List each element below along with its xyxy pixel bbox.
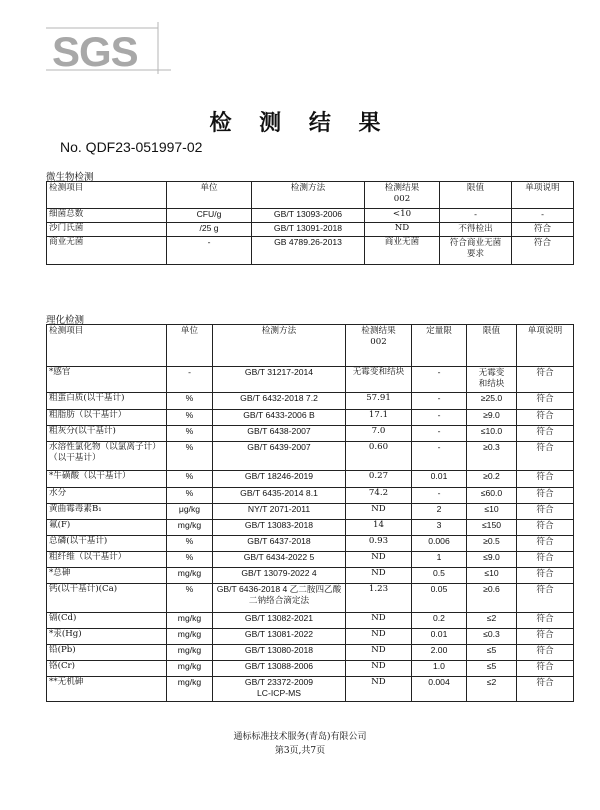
phys-cell: ≤2: [467, 613, 517, 629]
phys-cell: *总砷: [47, 568, 167, 584]
micro-cell: ND: [365, 223, 440, 237]
phys-cell: GB/T 13080-2018: [213, 645, 346, 661]
phys-cell: ND: [346, 661, 412, 677]
table-row: [47, 471, 574, 488]
table-row: [47, 393, 574, 410]
table-row: [47, 426, 574, 442]
phys-header-cell: 检测结果 002: [346, 325, 412, 367]
phys-cell: ≤5: [467, 645, 517, 661]
phys-cell: ND: [346, 645, 412, 661]
micro-cell: -: [512, 209, 574, 223]
phys-cell: GB/T 6432-2018 7.2: [213, 393, 346, 410]
table-row: [47, 629, 574, 645]
phys-cell: GB/T 6437-2018: [213, 536, 346, 552]
table-row: [47, 645, 574, 661]
micro-cell: -: [167, 237, 252, 265]
phys-cell: GB/T 6438-2007: [213, 426, 346, 442]
phys-cell: ≤2: [467, 677, 517, 702]
phys-cell: ≤150: [467, 520, 517, 536]
micro-cell: 沙门氏菌: [47, 223, 167, 237]
table-row: [47, 520, 574, 536]
table-row: [47, 209, 574, 223]
phys-table: [46, 324, 574, 702]
table-row: [47, 442, 574, 471]
phys-cell: GB/T 6435-2014 8.1: [213, 488, 346, 504]
phys-cell: -: [412, 367, 467, 393]
micro-cell: CFU/g: [167, 209, 252, 223]
phys-cell: mg/kg: [167, 645, 213, 661]
phys-cell: 符合: [517, 504, 574, 520]
phys-cell: ND: [346, 629, 412, 645]
phys-cell: GB/T 6439-2007: [213, 442, 346, 471]
phys-cell: mg/kg: [167, 568, 213, 584]
report-number: No. QDF23-051997-02: [60, 139, 203, 155]
phys-cell: 0.93: [346, 536, 412, 552]
phys-cell: GB/T 18246-2019: [213, 471, 346, 488]
phys-cell: 水溶性氯化物（以氯离子计）（以干基计）: [47, 442, 167, 471]
phys-cell: 1.23: [346, 584, 412, 613]
phys-cell: %: [167, 584, 213, 613]
phys-cell: 水分: [47, 488, 167, 504]
phys-header-row: [47, 325, 574, 367]
phys-cell: 17.1: [346, 410, 412, 426]
page-title: 检 测 结 果: [209, 110, 391, 136]
phys-cell: ≥0.5: [467, 536, 517, 552]
micro-cell: GB/T 13091-2018: [252, 223, 365, 237]
phys-cell: mg/kg: [167, 520, 213, 536]
phys-cell: GB/T 13088-2006: [213, 661, 346, 677]
phys-cell: GB/T 23372-2009 LC-ICP-MS: [213, 677, 346, 702]
phys-cell: ≤0.3: [467, 629, 517, 645]
micro-cell: 符合商业无菌 要求: [440, 237, 512, 265]
micro-header-row: [47, 182, 574, 209]
phys-cell: ≤10: [467, 568, 517, 584]
phys-cell: 符合: [517, 613, 574, 629]
phys-cell: 3: [412, 520, 467, 536]
micro-header-cell: 检测方法: [252, 182, 365, 209]
table-row: [47, 536, 574, 552]
phys-cell: %: [167, 410, 213, 426]
phys-cell: ≥0.3: [467, 442, 517, 471]
phys-cell: 钙(以干基计)(Ca): [47, 584, 167, 613]
phys-cell: 粗蛋白质(以干基计): [47, 393, 167, 410]
phys-cell: 符合: [517, 410, 574, 426]
phys-cell: 粗灰分(以干基计): [47, 426, 167, 442]
phys-header-cell: 检测方法: [213, 325, 346, 367]
phys-cell: GB/T 13079-2022 4: [213, 568, 346, 584]
micro-cell: -: [440, 209, 512, 223]
phys-cell: NY/T 2071-2011: [213, 504, 346, 520]
phys-cell: ND: [346, 677, 412, 702]
micro-cell: 符合: [512, 237, 574, 265]
micro-cell: 商业无菌: [365, 237, 440, 265]
table-row: [47, 584, 574, 613]
micro-cell: GB 4789.26-2013: [252, 237, 365, 265]
phys-cell: ≤5: [467, 661, 517, 677]
micro-cell: 商业无菌: [47, 237, 167, 265]
phys-cell: -: [412, 442, 467, 471]
phys-cell: mg/kg: [167, 613, 213, 629]
phys-cell: 符合: [517, 426, 574, 442]
phys-cell: GB/T 6433-2006 B: [213, 410, 346, 426]
phys-cell: 黄曲霉毒素B₁: [47, 504, 167, 520]
phys-cell: ND: [346, 504, 412, 520]
phys-cell: 0.27: [346, 471, 412, 488]
phys-cell: GB/T 13082-2021: [213, 613, 346, 629]
phys-cell: %: [167, 536, 213, 552]
table-row: [47, 552, 574, 568]
phys-cell: 符合: [517, 568, 574, 584]
phys-cell: 符合: [517, 645, 574, 661]
phys-cell: 符合: [517, 536, 574, 552]
phys-cell: *汞(Hg): [47, 629, 167, 645]
phys-cell: ND: [346, 613, 412, 629]
footer-page-number: 第3页,共7页: [274, 746, 326, 756]
micro-cell: 细菌总数: [47, 209, 167, 223]
micro-table: [46, 181, 574, 265]
table-row: [47, 568, 574, 584]
micro-cell: /25 g: [167, 223, 252, 237]
table-row: [47, 613, 574, 629]
phys-cell: mg/kg: [167, 677, 213, 702]
micro-cell: GB/T 13093-2006: [252, 209, 365, 223]
phys-cell: 57.91: [346, 393, 412, 410]
phys-cell: 符合: [517, 442, 574, 471]
phys-cell: ≥0.2: [467, 471, 517, 488]
phys-cell: 0.004: [412, 677, 467, 702]
phys-cell: *感官: [47, 367, 167, 393]
phys-cell: 符合: [517, 552, 574, 568]
phys-cell: ≥9.0: [467, 410, 517, 426]
phys-cell: ≤60.0: [467, 488, 517, 504]
phys-cell: 符合: [517, 677, 574, 702]
phys-cell: %: [167, 393, 213, 410]
svg-text:SGS: SGS: [52, 28, 138, 74]
phys-cell: 氟(F): [47, 520, 167, 536]
table-row: [47, 237, 574, 265]
table-row: [47, 410, 574, 426]
phys-cell: 铅(Pb): [47, 645, 167, 661]
phys-cell: 0.006: [412, 536, 467, 552]
phys-cell: mg/kg: [167, 629, 213, 645]
table-row: [47, 223, 574, 237]
phys-cell: GB/T 6436-2018 4 乙二胺四乙酸二钠络合滴定法: [213, 584, 346, 613]
phys-cell: 符合: [517, 584, 574, 613]
phys-cell: mg/kg: [167, 661, 213, 677]
phys-cell: GB/T 6434-2022 5: [213, 552, 346, 568]
phys-cell: -: [412, 488, 467, 504]
footer-company: 通标标准技术服务(青岛)有限公司: [233, 732, 367, 742]
phys-cell: 0.5: [412, 568, 467, 584]
phys-cell: 74.2: [346, 488, 412, 504]
micro-cell: 不得检出: [440, 223, 512, 237]
phys-cell: 符合: [517, 367, 574, 393]
table-row: [47, 367, 574, 393]
micro-header-cell: 单项说明: [512, 182, 574, 209]
phys-cell: %: [167, 552, 213, 568]
phys-cell: *牛磺酸（以干基计）: [47, 471, 167, 488]
phys-cell: GB/T 13083-2018: [213, 520, 346, 536]
phys-cell: 铬(Cr): [47, 661, 167, 677]
phys-header-cell: 检测项目: [47, 325, 167, 367]
phys-cell: **无机砷: [47, 677, 167, 702]
phys-cell: 1.0: [412, 661, 467, 677]
phys-cell: 2: [412, 504, 467, 520]
phys-cell: ≥25.0: [467, 393, 517, 410]
phys-cell: 符合: [517, 488, 574, 504]
phys-header-cell: 限值: [467, 325, 517, 367]
phys-cell: 0.01: [412, 629, 467, 645]
table-row: [47, 677, 574, 702]
phys-cell: 镉(Cd): [47, 613, 167, 629]
phys-cell: -: [167, 367, 213, 393]
phys-cell: ≤10.0: [467, 426, 517, 442]
phys-cell: 0.01: [412, 471, 467, 488]
table-row: [47, 661, 574, 677]
micro-cell: 符合: [512, 223, 574, 237]
phys-header-cell: 单项说明: [517, 325, 574, 367]
phys-cell: %: [167, 426, 213, 442]
phys-cell: -: [412, 393, 467, 410]
phys-cell: %: [167, 488, 213, 504]
phys-cell: ≤10: [467, 504, 517, 520]
phys-cell: 符合: [517, 629, 574, 645]
phys-header-cell: 单位: [167, 325, 213, 367]
phys-cell: -: [412, 426, 467, 442]
phys-cell: 粗纤维（以干基计）: [47, 552, 167, 568]
phys-header-cell: 定量限: [412, 325, 467, 367]
phys-cell: μg/kg: [167, 504, 213, 520]
phys-cell: 无霉变 和结块: [467, 367, 517, 393]
phys-cell: 0.60: [346, 442, 412, 471]
phys-cell: 7.0: [346, 426, 412, 442]
phys-cell: -: [412, 410, 467, 426]
phys-cell: ≥0.6: [467, 584, 517, 613]
phys-cell: 总磷(以干基计): [47, 536, 167, 552]
micro-section-title: 微生物检测: [46, 172, 94, 183]
sgs-logo: [46, 22, 176, 74]
phys-cell: ND: [346, 552, 412, 568]
phys-cell: 2.00: [412, 645, 467, 661]
phys-cell: 0.05: [412, 584, 467, 613]
phys-cell: %: [167, 471, 213, 488]
micro-header-cell: 检测项目: [47, 182, 167, 209]
table-row: [47, 488, 574, 504]
phys-cell: 符合: [517, 661, 574, 677]
phys-section-title: 理化检测: [46, 315, 85, 326]
phys-cell: GB/T 31217-2014: [213, 367, 346, 393]
phys-cell: GB/T 13081-2022: [213, 629, 346, 645]
phys-cell: 符合: [517, 520, 574, 536]
phys-cell: 0.2: [412, 613, 467, 629]
table-row: [47, 504, 574, 520]
phys-cell: ND: [346, 568, 412, 584]
micro-cell: <10: [365, 209, 440, 223]
phys-cell: 14: [346, 520, 412, 536]
micro-header-cell: 检测结果 002: [365, 182, 440, 209]
micro-header-cell: 限值: [440, 182, 512, 209]
phys-cell: %: [167, 442, 213, 471]
phys-cell: 符合: [517, 393, 574, 410]
phys-cell: ≤9.0: [467, 552, 517, 568]
phys-cell: 粗脂肪（以干基计）: [47, 410, 167, 426]
micro-header-cell: 单位: [167, 182, 252, 209]
phys-cell: 1: [412, 552, 467, 568]
phys-cell: 无霉变和结块: [346, 367, 412, 393]
phys-cell: 符合: [517, 471, 574, 488]
